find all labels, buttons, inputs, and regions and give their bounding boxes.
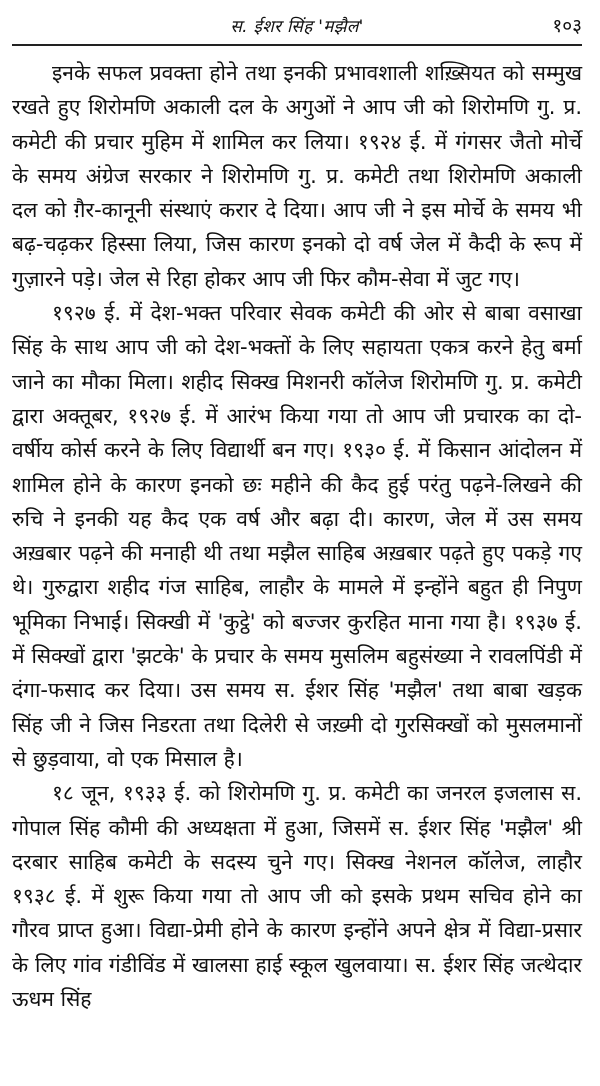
- paragraph-3: १८ जून, १९३३ ई. को शिरोमणि गु. प्र. कमेटी का जनरल इजलास स. गोपाल सिंह कौमी की अध्यक्षता में हुआ, जिसमें स. ईशर सिंह 'मझैल' श्री दरबार साहिब कमेटी के सदस्य चुने गए। सिक्ख नेशनल कॉलेज, लाहौर १९३८ ई. में शुरू किया गया तो आप जी को इसके प्रथम सचिव होने का गौरव प्राप्त हुआ। विद्या-प्रेमी होने के कारण इन्होंने अपने क्षेत्र में विद्या-प्रसार के लिए गांव गंडीविंड में खालसा हाई स्कूल खुलवाया। स. ईशर सिंह जत्थेदार ऊधम सिंह: [12, 781, 582, 1012]
- paragraph-2: १९२७ ई. में देश-भक्त परिवार सेवक कमेटी की ओर से बाबा वसाखा सिंह के साथ आप जी को देश-भक्तों के लिए सहायता एकत्र करने हेतु बर्मा जाने का मौका मिला। शहीद सिक्ख मिशनरी कॉलेज शिरोमणि गु. प्र. कमेटी द्वारा अक्तूबर, १९२७ ई. में आरंभ किया गया तो आप जी प्रचारक का दो-वर्षीय कोर्स करने के लिए विद्यार्थी बन गए। १९३० ई. में किसान आंदोलन में शामिल होने के कारण इनको छः महीने की कैद हुई परंतु पढ़ने-लिखने की रुचि ने इनकी यह कैद एक वर्ष और बढ़ा दी। कारण, जेल में उस समय अख़बार पढ़ने की मनाही थी तथा मझैल साहिब अख़बार पढ़ते हुए पकड़े गए थे। गुरुद्वारा शहीद गंज साहिब, लाहौर के मामले में इन्होंने बहुत ही निपुण भूमिका निभाई। सिक्खी में 'कुट्ठे' को बज्जर कुरहित माना गया है। १९३७ ई. में सिक्खों द्वारा 'झटके' के प्रचार के समय मुसलिम बहुसंख्या ने रावलपिंडी में दंगा-फसाद कर दिया। उस समय स. ईशर सिंह 'मझैल' तथा बाबा खड़क सिंह जी ने जिस निडरता तथा दिलेरी से जख़्मी दो गुरसिक्खों को मुसलमानों से छुड़वाया, वो एक मिसाल है।: [12, 301, 582, 771]
- page-header: [12, 0, 582, 46]
- running-title: स. ईशर सिंह 'मझैल': [230, 17, 364, 37]
- paragraph-1: इनके सफल प्रवक्ता होने तथा इनकी प्रभावशाली शख़्सियत को सम्मुख रखते हुए शिरोमणि अकाली दल के अगुओं ने आप जी को शिरोमणि गु. प्र. कमेटी की प्रचार मुहिम में शामिल कर लिया। १९२४ ई. में गंगसर जैतो मोर्चे के समय अंग्रेज सरकार ने शिरोमणि गु. प्र. कमेटी तथा शिरोमणि अकाली दल को ग़ैर-कानूनी संस्थाएं करार दे दिया। आप जी ने इस मोर्चे के समय भी बढ़-चढ़कर हिस्सा लिया, जिस कारण इनको दो वर्ष जेल में कैदी के रूप में गुज़ारने पड़े। जेल से रिहा होकर आप जी फिर कौम-सेवा में जुट गए।: [12, 61, 582, 291]
- page-number: १०३: [552, 15, 582, 37]
- body-text: [12, 56, 582, 1016]
